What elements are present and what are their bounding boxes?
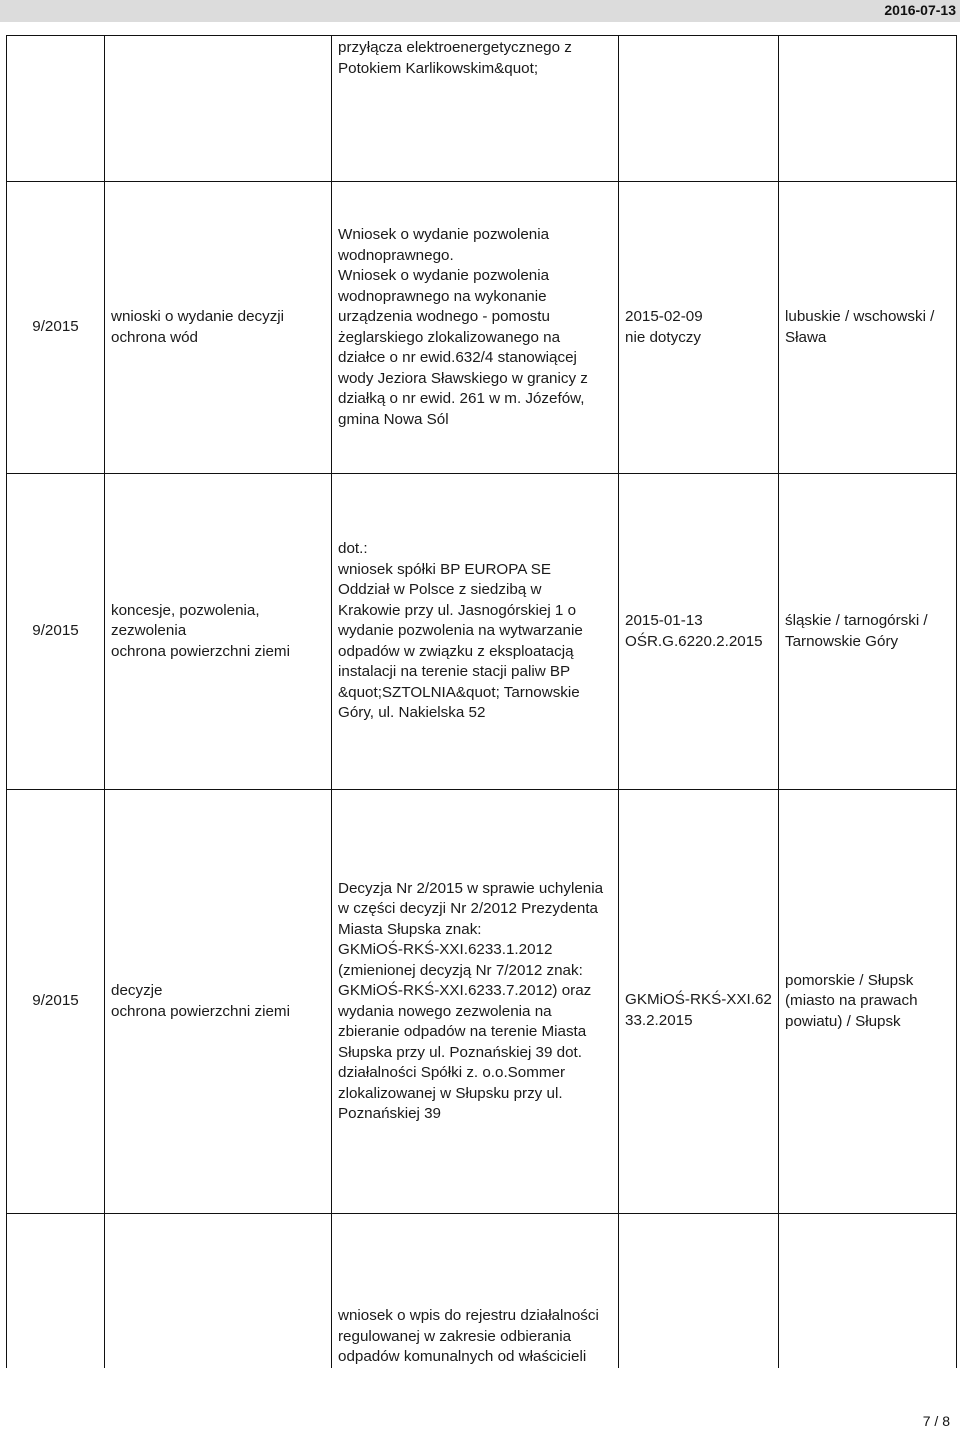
table-row [7,790,957,1214]
table-row [7,1214,957,1368]
cell-date-sign [619,1214,779,1368]
table-row [7,474,957,790]
cell-date-sign [619,36,779,182]
cell-location [779,36,957,182]
cell-description: dot.: wniosek spółki BP EUROPA SE Oddział w Polsce z siedzibą w Krakowie przy ul. Jasnogórskiej 1 o wydanie pozwolenia na wytwarzanie odpadów w związku z eksploatacją instalacji na terenie stacji paliw BP &quot;SZTOLNIA&quot; Tarnowskie Góry, ul. Nakielska 52 [332,474,619,790]
cell-location: śląskie / tarnogórski / Tarnowskie Góry [779,474,957,790]
cell-date-sign: 2015-02-09 nie dotyczy [619,182,779,474]
cell-category [105,1214,332,1368]
cell-number: 9/2015 [7,790,105,1214]
cell-date-sign: 2015-01-13 OŚR.G.6220.2.2015 [619,474,779,790]
cell-location: pomorskie / Słupsk (miasto na prawach powiatu) / Słupsk [779,790,957,1214]
cell-category: koncesje, pozwolenia, zezwolenia ochrona powierzchni ziemi [105,474,332,790]
table-row [7,182,957,474]
cell-number: 9/2015 [7,474,105,790]
cell-date-sign: GKMiOŚ-RKŚ-XXI.62 33.2.2015 [619,790,779,1214]
table-row [7,36,957,182]
cell-location: lubuskie / wschowski / Sława [779,182,957,474]
cell-description: Wniosek o wydanie pozwolenia wodnoprawnego. Wniosek o wydanie pozwolenia wodnoprawnego na wykonanie urządzenia wodnego - pomostu żeglarskiego zlokalizowanego na działce o nr ewid.632/4 stanowiącej wody Jeziora Sławskiego w granicy z działką o nr ewid. 261 w m. Józefów, gmina Nowa Sól [332,182,619,474]
cell-category: decyzje ochrona powierzchni ziemi [105,790,332,1214]
cell-description: Decyzja Nr 2/2015 w sprawie uchylenia w części decyzji Nr 2/2012 Prezydenta Miasta Słupska znak: GKMiOŚ-RKŚ-XXI.6233.1.2012 (zmienionej decyzją Nr 7/2012 znak: GKMiOŚ-RKŚ-XXI.6233.7.2012) oraz wydania nowego zezwolenia na zbieranie odpadów na terenie Miasta Słupska przy ul. Poznańskiej 39 dot. działalności Spółki z. o.o.Sommer zlokalizowanej w Słupsku przy ul. Poznańskiej 39 [332,790,619,1214]
cell-number [7,1214,105,1368]
cell-description: przyłącza elektroenergetycznego z Potokiem Karlikowskim&quot; [332,36,619,182]
cell-location [779,1214,957,1368]
cell-number [7,36,105,182]
page-number: 7 / 8 [922,1413,950,1429]
cell-category: wnioski o wydanie decyzji ochrona wód [105,182,332,474]
register-table [6,35,957,1368]
cell-number: 9/2015 [7,182,105,474]
cell-category [105,36,332,182]
header-bar [0,0,960,22]
header-date: 2016-07-13 [884,2,956,18]
cell-description: wniosek o wpis do rejestru działalności regulowanej w zakresie odbierania odpadów komunalnych od właścicieli [332,1214,619,1368]
